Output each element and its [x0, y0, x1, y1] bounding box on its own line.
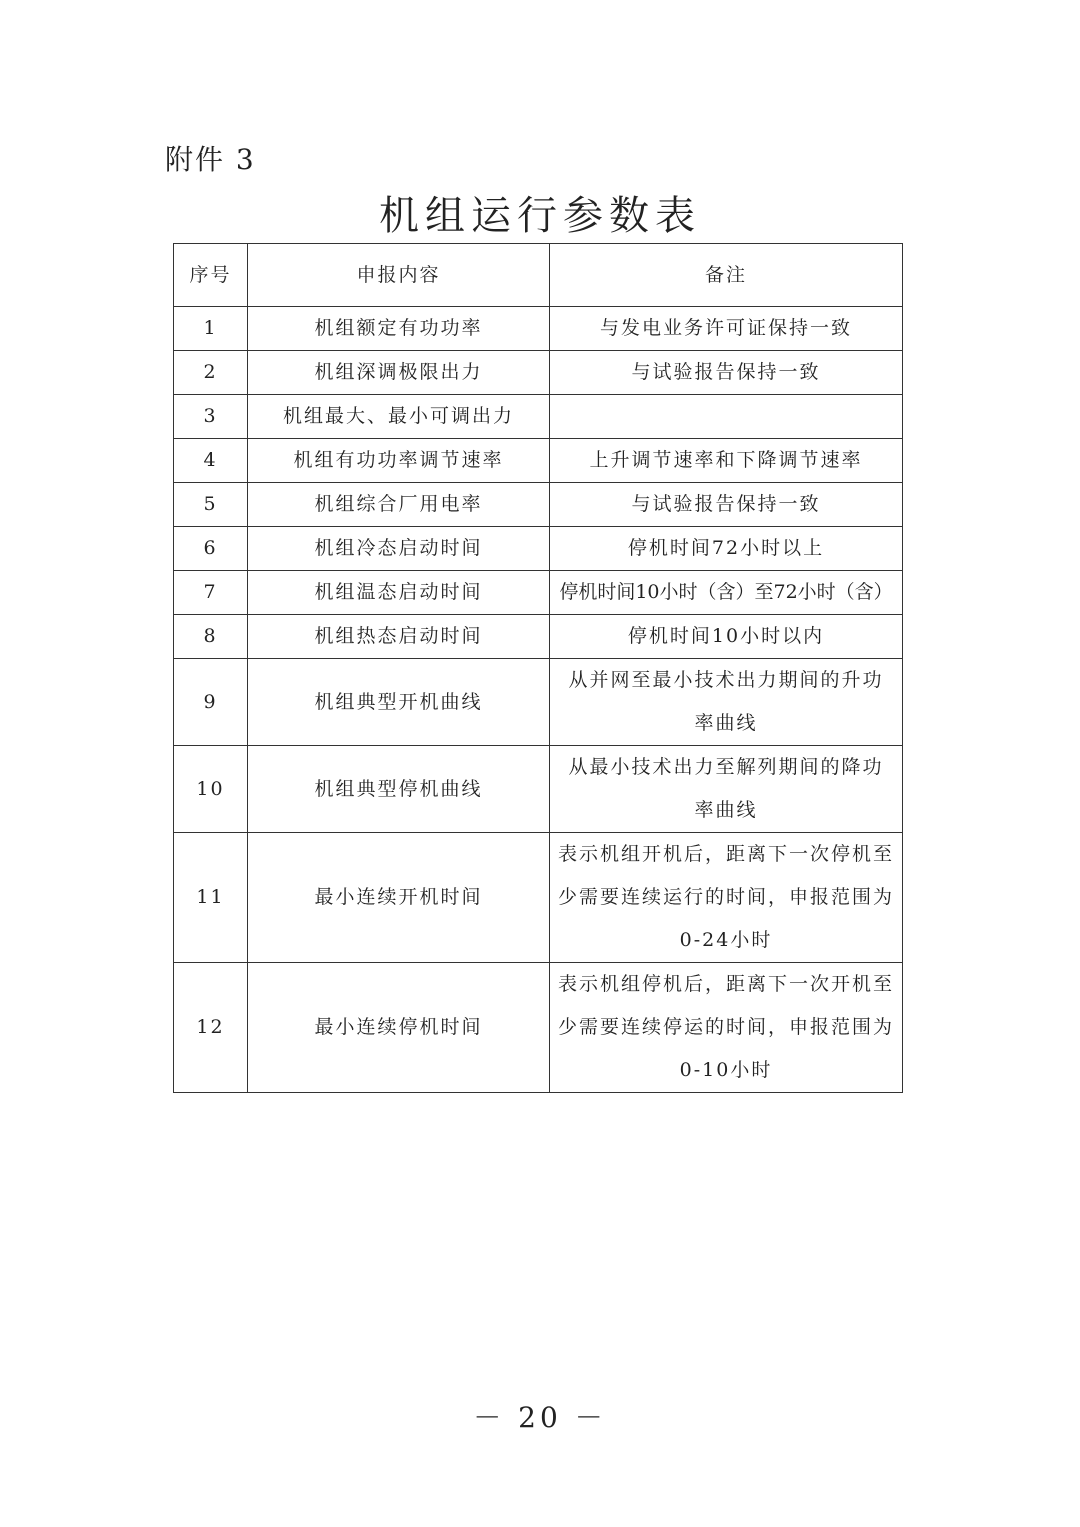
row-item: 机组最大、最小可调出力	[248, 395, 550, 439]
row-item: 机组综合厂用电率	[248, 483, 550, 527]
row-remark: 表示机组停机后，距离下一次开机至少需要连续停运的时间，申报范围为0-10小时	[550, 963, 903, 1093]
table-row	[174, 833, 903, 963]
row-item: 机组温态启动时间	[248, 571, 550, 615]
row-number: 8	[174, 615, 248, 659]
row-number: 1	[174, 307, 248, 351]
row-remark: 从并网至最小技术出力期间的升功率曲线	[550, 659, 903, 746]
row-remark: 停机时间72小时以上	[550, 527, 903, 571]
page-title: 机组运行参数表	[379, 193, 701, 239]
row-number: 2	[174, 351, 248, 395]
table-row	[174, 483, 903, 527]
table-header-row	[174, 244, 903, 307]
row-item: 机组典型停机曲线	[248, 746, 550, 833]
row-number: 10	[174, 746, 248, 833]
row-number: 6	[174, 527, 248, 571]
row-item: 机组典型开机曲线	[248, 659, 550, 746]
row-number: 3	[174, 395, 248, 439]
row-remark: 与试验报告保持一致	[550, 351, 903, 395]
row-number: 4	[174, 439, 248, 483]
table-row	[174, 527, 903, 571]
row-remark	[550, 395, 903, 439]
table-row	[174, 439, 903, 483]
row-number: 9	[174, 659, 248, 746]
column-header-item: 申报内容	[248, 244, 550, 307]
row-item: 机组有功功率调节速率	[248, 439, 550, 483]
table-row	[174, 659, 903, 746]
row-item: 最小连续开机时间	[248, 833, 550, 963]
row-item: 机组热态启动时间	[248, 615, 550, 659]
row-item: 机组冷态启动时间	[248, 527, 550, 571]
page-number: － 20 －	[473, 1401, 607, 1434]
table-row	[174, 963, 903, 1093]
row-number: 7	[174, 571, 248, 615]
row-remark: 与发电业务许可证保持一致	[550, 307, 903, 351]
row-remark: 与试验报告保持一致	[550, 483, 903, 527]
table-row	[174, 746, 903, 833]
row-remark: 上升调节速率和下降调节速率	[550, 439, 903, 483]
table-row	[174, 615, 903, 659]
row-remark: 停机时间10小时（含）至72小时（含）	[550, 571, 903, 615]
row-number: 11	[174, 833, 248, 963]
table-row	[174, 395, 903, 439]
row-item: 机组深调极限出力	[248, 351, 550, 395]
row-number: 12	[174, 963, 248, 1093]
row-remark: 从最小技术出力至解列期间的降功率曲线	[550, 746, 903, 833]
table-row	[174, 571, 903, 615]
row-number: 5	[174, 483, 248, 527]
attachment-label: 附件 3	[165, 143, 256, 176]
parameter-table	[173, 243, 903, 1093]
column-header-remark: 备注	[550, 244, 903, 307]
row-remark: 表示机组开机后，距离下一次停机至少需要连续运行的时间，申报范围为0-24小时	[550, 833, 903, 963]
row-item: 机组额定有功功率	[248, 307, 550, 351]
table-row	[174, 307, 903, 351]
table-row	[174, 351, 903, 395]
row-item: 最小连续停机时间	[248, 963, 550, 1093]
row-remark: 停机时间10小时以内	[550, 615, 903, 659]
column-header-no: 序号	[174, 244, 248, 307]
